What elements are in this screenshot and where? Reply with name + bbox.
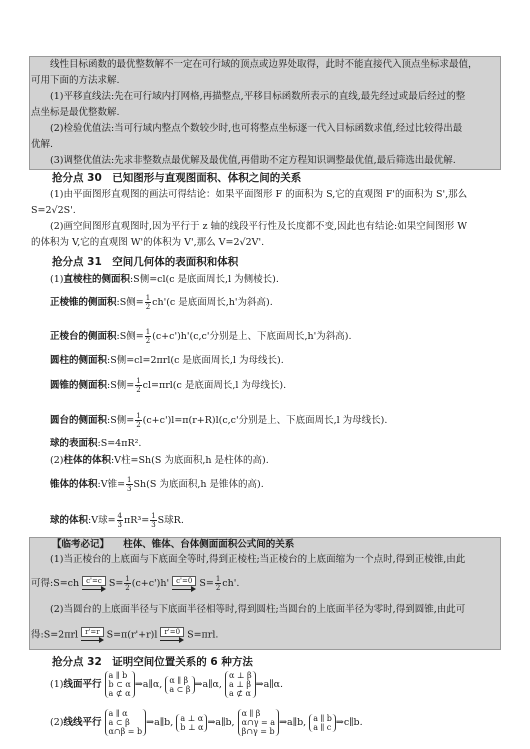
box2-p1a: (1)当正棱台的上底面与下底面全等时,得到正棱柱;当正棱台的上底面缩为一个点时,得到正棱锥,由此 bbox=[50, 554, 466, 565]
box1-method1a: (1)平移直线法:先在可行域内打网格,再描整点,平移目标函数所表示的直线,最先经过或最后经过的整 bbox=[50, 91, 466, 102]
s30-p2a: (2)画空间图形直观图时,因为平行于 z 轴的线段平行性及长度都不变,因此也有结论:如果空间图形 W bbox=[50, 221, 468, 232]
box1-line2: 可用下面的方法求解. bbox=[31, 75, 120, 86]
s30-p1a: (1)由平面图形直观图的画法可得结论：如果平面图形 F 的面积为 S,它的直观图 F'的面积为 S',那么 bbox=[50, 189, 468, 200]
box1-method3: (3)调整优值法:先求非整数点最优解及最优值,再借助不定方程知识调整最优值,最后筛选出最优解. bbox=[50, 155, 456, 166]
arrow-c-equal: c'=c bbox=[82, 576, 106, 592]
box2-p1b: 可得:S=ch c'=c S= $\frac{1}{2}$ (c+c')h' c'=0 S= $\frac{1}{2}$ ch'. bbox=[31, 575, 240, 592]
box1-line1: 线性目标函数的最优整数解不一定在可行域的顶点或边界处取得，此时不能直接代入顶点坐标求最值， bbox=[50, 59, 478, 70]
sphere-surface-area: 球的表面积:S=4πR². bbox=[50, 438, 142, 449]
section-31-title: 抢分点 31 空间几何体的表面积和体积 bbox=[52, 256, 239, 268]
arrow-c-zero: c'=0 bbox=[172, 576, 196, 592]
frustum-cone-lateral-area: 圆台的侧面积:S侧= $\frac{1}{2}$ (c+c')l=π(r+R)l(c,c'分别是上、下底面周长,l 为母线长). bbox=[50, 412, 388, 429]
condition-group: α ∥ β α∩γ = a β∩γ = b bbox=[238, 709, 279, 736]
line-plane-parallel: (1)线面平行 a ∥ b b ⊂ α a ⊄ α⇒a∥α, α ∥ β a ⊂ β ⇒a∥α, α ⊥ β a ⊥ β a ⊄ α⇒a∥α. bbox=[50, 671, 284, 698]
box1-method1b: 点坐标是最优整数解. bbox=[31, 107, 120, 118]
s30-p1b: S=2√2S'. bbox=[31, 205, 76, 216]
sphere-volume: 球的体积:V球= $\frac{4}{3}$ πR³= $\frac{1}{3}$ S球R. bbox=[50, 512, 184, 529]
condition-group: a ∥ α a ⊂ β α∩β = b bbox=[105, 709, 147, 736]
cylinder-lateral-area: 圆柱的侧面积:S侧=cl=2πrl(c 是底面周长,l 为母线长). bbox=[50, 355, 284, 366]
cone-lateral-area: 圆锥的侧面积:S侧= $\frac{1}{2}$ cl=πrl(c 是底面周长,l 为母线长). bbox=[50, 377, 287, 394]
arrow-r-equal: r'=r bbox=[81, 627, 103, 643]
condition-group: a ∥ b a ∥ c bbox=[309, 714, 336, 732]
s30-p2b: 的体积为 V,它的直观图 W'的体积为 V',那么 V=2√2V'. bbox=[31, 237, 265, 248]
right-prism-lateral-area: (1)直棱柱的侧面积:S侧=cl(c 是底面周长,l 为侧棱长). bbox=[50, 274, 279, 285]
pyramid-volume: 锥体的体积:V锥= $\frac{1}{3}$ Sh(S 为底面积,h 是锥体的高). bbox=[50, 476, 264, 493]
box2-p2a: (2)当圆台的上底面半径与下底面半径相等时,得到圆柱;当圆台的上底面半径为零时,得到圆锥,由此可 bbox=[50, 604, 466, 615]
box2-p2b: 得:S=2πrl r'=r S=π(r'+r)l r'=0 S=πrl. bbox=[31, 627, 218, 643]
regular-pyramid-lateral-area: 正棱锥的侧面积:S侧= $\frac{1}{2}$ ch'(c 是底面周长,h'为斜高). bbox=[50, 294, 273, 311]
condition-group: α ⊥ β a ⊥ β a ⊄ α bbox=[225, 671, 256, 698]
arrow-r-zero: r'=0 bbox=[160, 627, 184, 643]
box2-title: 【临考必记】 柱体、锥体、台体侧面面积公式间的关系 bbox=[52, 539, 295, 550]
regular-frustum-lateral-area: 正棱台的侧面积:S侧= $\frac{1}{2}$ (c+c')h'(c,c'分别是上、下底面周长,h'为斜高). bbox=[50, 328, 352, 345]
line-line-parallel: (2)线线平行 a ∥ α a ⊂ β α∩β = b⇒a∥b, a ⊥ α b ⊥ α ⇒a∥b, α ∥ β α∩γ = a β∩γ = b⇒a∥b, a ∥ b a ∥ c ⇒c∥b. bbox=[50, 709, 363, 736]
condition-group: a ⊥ α b ⊥ α bbox=[176, 714, 207, 732]
box1-method2a: (2)检验优值法:当可行域内整点个数较少时,也可将整点坐标逐一代入目标函数求值,经过比较得出最 bbox=[50, 123, 463, 134]
prism-volume: (2)柱体的体积:V柱=Sh(S 为底面积,h 是柱体的高). bbox=[50, 455, 269, 466]
section-30-title: 抢分点 30 已知图形与直观图面积、体积之间的关系 bbox=[52, 172, 302, 184]
box1-method2b: 优解. bbox=[31, 139, 54, 150]
section-32-title: 抢分点 32 证明空间位置关系的 6 种方法 bbox=[52, 656, 253, 668]
condition-group: α ∥ β a ⊂ β bbox=[165, 676, 194, 694]
condition-group: a ∥ b b ⊂ α a ⊄ α bbox=[105, 671, 135, 698]
